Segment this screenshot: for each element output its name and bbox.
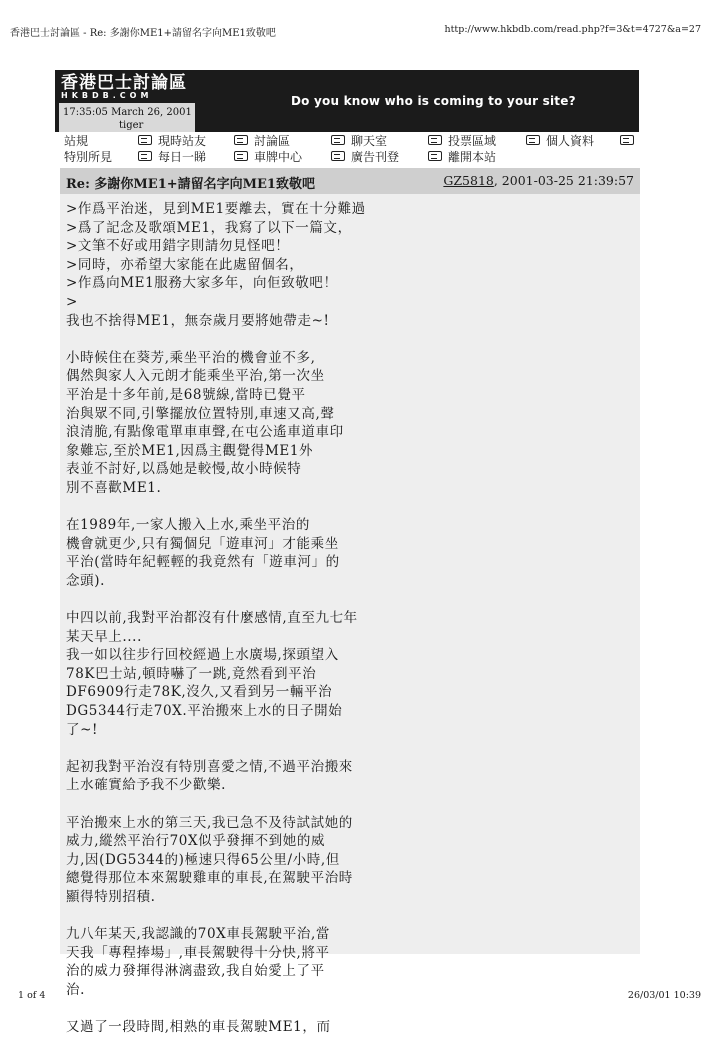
post-text-line: 九八年某天,我認識的70X車長駕駛平治,當 [66, 926, 330, 943]
post-text-line: 象難忘,至於ME1,因爲主觀覺得ME1外 [66, 442, 314, 459]
post-text-line: 了~! [66, 721, 99, 738]
post-text-line: 威力,縱然平治行70X似乎發揮不到她的威 [66, 833, 326, 850]
nav-chatroom-link[interactable]: 聊天室 [351, 134, 388, 148]
nav-bullet-icon [138, 135, 152, 145]
post-text-line: >爲了記念及歌頌ME1，我寫了以下一篇文， [66, 219, 352, 236]
nav-online-members-link[interactable]: 現時站友 [158, 134, 207, 148]
post-text-line: 顯得特別招積. [66, 888, 156, 905]
print-datetime: 26/03/01 10:39 [627, 990, 701, 1001]
post-text-line: 上水確實給予我不少歡樂. [66, 777, 226, 794]
session-datetime: 17:35:05 March 26, 2001 [63, 107, 192, 118]
logo-english-text: HKBDB.COM [61, 91, 153, 100]
logo-chinese-text: 香港巴士討論區 [61, 73, 187, 93]
post-text-line: 平治搬來上水的第三天,我已急不及待試試她的 [66, 814, 353, 831]
post-text-line: >同時，亦希望大家能在此處留個名， [66, 256, 304, 273]
print-page-url: http://www.hkbdb.com/read.php?f=3&t=4727&a=27 [444, 24, 701, 35]
nav-leave-site-link[interactable]: 離開本站 [448, 150, 497, 164]
post-text-line: 治的威力發揮得淋漓盡致,我自始愛上了平 [66, 963, 325, 980]
nav-profile-link[interactable]: 個人資料 [546, 134, 595, 148]
post-text-line: >文筆不好或用錯字則請勿見怪吧！ [66, 238, 290, 255]
print-page-title: 香港巴士討論區 - Re: 多謝你ME1+請留名字向ME1致敬吧 [10, 28, 276, 39]
post-text-line: >作爲平治迷，見到ME1要離去，實在十分難過 [66, 201, 366, 217]
post-text-line: 某天早上.... [66, 628, 142, 645]
nav-row-2 [60, 149, 640, 166]
post-paragraph [66, 609, 446, 739]
nav-bullet-icon [428, 151, 442, 161]
post-text-line: 力,因(DG5344的)極速只得65公里/小時,但 [66, 851, 340, 868]
post-text-line: 中四以前,我對平治都沒有什麼感情,直至九七年 [66, 610, 358, 627]
post-text-line: 浪清脆,有點像電單車車聲,在屯公遙車道車印 [66, 424, 344, 441]
nav-bullet-icon [526, 135, 540, 145]
nav-voting-link[interactable]: 投票區域 [448, 134, 497, 148]
site-banner [55, 70, 639, 132]
site-logo[interactable] [61, 74, 189, 100]
post-text-line: 機會就更少,只有獨個兒「遊車河」才能乘坐 [66, 535, 339, 552]
nav-advertise-link[interactable]: 廣告刊登 [351, 150, 400, 164]
post-paragraph [66, 814, 446, 907]
session-username: tiger [119, 120, 144, 131]
nav-bullet-icon [234, 151, 248, 161]
post-text-line: > [66, 293, 78, 310]
post-subject: Re: 多謝你ME1+請留名字向ME1致敬吧 [66, 177, 315, 192]
nav-row-1 [60, 133, 640, 150]
nav-menu [60, 132, 640, 168]
post-header [60, 168, 640, 194]
post-paragraph [66, 200, 446, 330]
post-text-line: DG5344行走70X.平治搬來上水的日子開始 [66, 703, 343, 720]
session-info-box [59, 103, 195, 132]
post-text-line: 我也不捨得ME1，無奈歲月要將她帶走~! [66, 312, 330, 329]
print-footer [0, 990, 723, 1006]
post-text-line: 治與眾不同,引擎擺放位置特別,車速又高,聲 [66, 405, 335, 422]
post-paragraph [66, 925, 446, 999]
post-text-line: 念頭). [66, 572, 105, 589]
post-text-line: 我一如以往步行回校經過上水廣場,探頭望入 [66, 647, 339, 664]
banner-ad-slogan[interactable]: Do you know who is coming to your site? [291, 94, 576, 108]
nav-bullet-icon [620, 135, 634, 145]
post-text-line: 總覺得那位本來駕駛雞車的車長,在駕駛平治時 [66, 870, 353, 887]
post-text-line: 別不喜歡ME1. [66, 479, 162, 496]
nav-daily-look-link[interactable]: 每日一睇 [158, 150, 207, 164]
post-paragraph [66, 1018, 446, 1037]
post-text-line: 小時候住在葵芳,乘坐平治的機會並不多, [66, 349, 316, 366]
print-header [0, 20, 723, 40]
post-author-link[interactable]: GZ5818 [443, 173, 494, 188]
post-text-line: 治. [66, 981, 85, 998]
post-text-line: 78K巴士站,頓時嚇了一跳,竟然看到平治 [66, 665, 317, 682]
post-body [60, 194, 640, 1036]
post-text-line: 表並不討好,以爲她是較慢,故小時候特 [66, 461, 302, 478]
post-text-line: DF6909行走78K,沒久,又看到另一輛平治 [66, 684, 333, 701]
post-text-line: 平治是十多年前,是68號線,當時已覺平 [66, 386, 306, 403]
post-text-line: 在1989年,一家人搬入上水,乘坐平治的 [66, 517, 310, 534]
nav-bullet-icon [331, 151, 345, 161]
nav-forum-link[interactable]: 討論區 [254, 134, 291, 148]
post-paragraph [66, 349, 446, 498]
nav-bullet-icon [138, 151, 152, 161]
nav-plate-centre-link[interactable]: 車牌中心 [254, 150, 303, 164]
post-text-line: 偶然與家人入元朗才能乘坐平治,第一次坐 [66, 368, 325, 385]
post-text-line: 又過了一段時間,相熟的車長駕駛ME1，而 [66, 1019, 331, 1036]
post-date: , 2001-03-25 21:39:57 [493, 173, 634, 188]
post-text-line: >作爲向ME1服務大家多年，向佢致敬吧！ [66, 275, 338, 292]
nav-bullet-icon [234, 135, 248, 145]
print-page-number: 1 of 4 [18, 990, 46, 1001]
nav-special-sights-link[interactable]: 特別所見 [64, 150, 113, 164]
post-paragraph [66, 516, 446, 590]
post-text-line: 起初我對平治沒有特別喜愛之情,不過平治搬來 [66, 758, 353, 775]
post-text [66, 200, 446, 1055]
post-meta [443, 173, 634, 188]
nav-bullet-icon [331, 135, 345, 145]
nav-bullet-icon [428, 135, 442, 145]
post-text-line: 平治(當時年紀輕輕的我竟然有「遊車河」的 [66, 554, 340, 571]
post-paragraph [66, 758, 446, 795]
nav-rules-link[interactable]: 站規 [64, 134, 89, 148]
post-text-line: 天我「專程捧場」,車長駕駛得十分快,將平 [66, 944, 330, 961]
